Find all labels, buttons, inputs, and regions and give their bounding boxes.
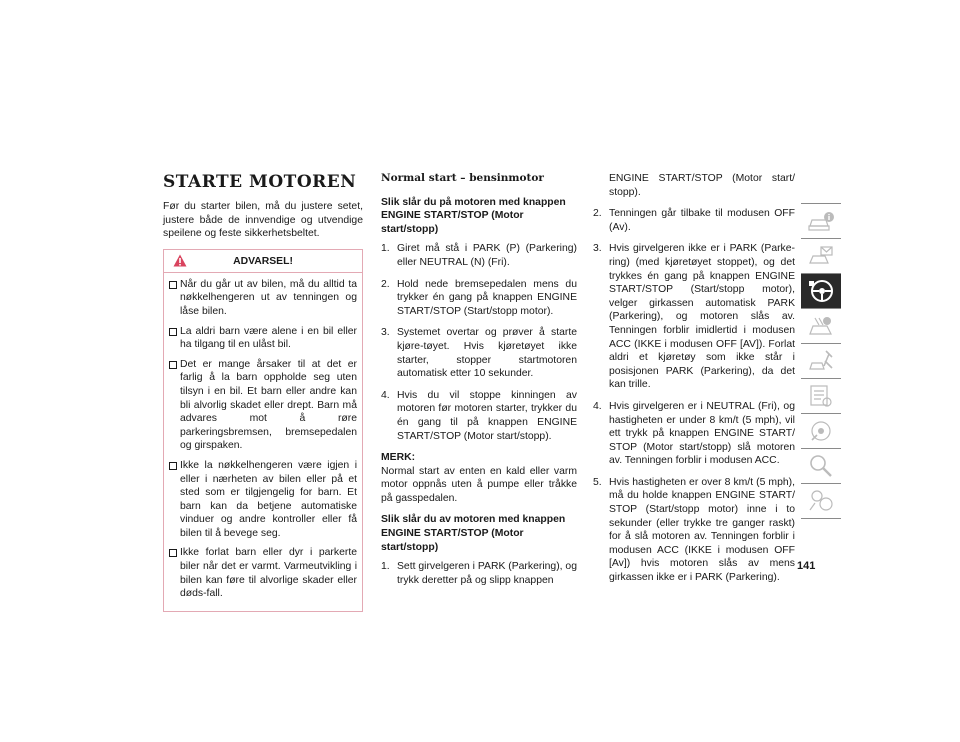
step-number: 3. [593, 243, 602, 255]
step-text: Tenningen går tilbake til modusen OFF (Av). [609, 208, 795, 233]
warning-item [168, 459, 357, 541]
list-item [381, 389, 577, 443]
step-text: Hvis du vil stoppe kinningen av motoren før motoren starter, trykker du én gang til på knappen ENGINE START/STOP (Motor start/stopp). [397, 389, 577, 442]
warning-header [164, 250, 362, 273]
list-item [381, 278, 577, 319]
step-text: Hvis girvelgeren er i NEUTRAL (Fri), og hastigheten er under 8 km/t (5 mph), vil ett trykk på knappen ENGINE START/ STOP (Motor start/stopp) slå motoren av. Tenningen forblir i modusen ACC. [609, 400, 795, 467]
chapter-tabs [801, 203, 841, 519]
list-item [593, 400, 795, 468]
note-label: MERK: [381, 452, 416, 464]
list-item [381, 242, 577, 269]
checkbox-bullet-icon [169, 549, 177, 557]
warning-item-text: Ikke la nøkkelhengeren være igjen i eller i nærheten av bilen eller på et sted som er tilgjengelig for barn. Et barn kan da betjene automatiske vinduer og andre kontroller eller få bilen til å bevege seg. [180, 459, 357, 539]
tab-car-info[interactable] [801, 203, 841, 238]
step-number: 4. [381, 389, 390, 401]
tab-warning-lights[interactable] [801, 238, 841, 273]
search-icon [807, 453, 835, 479]
multimedia-icon [807, 418, 835, 444]
steering-wheel-icon [807, 278, 835, 304]
sidebar-divider [801, 518, 841, 519]
car-info-icon [807, 208, 835, 234]
section-heading: Normal start – bensinmotor [381, 172, 544, 184]
warning-item-text: Når du går ut av bilen, må du alltid ta nøkkelhengeren ut av tenningen og låse bilen. [180, 278, 357, 317]
language-icon [807, 488, 835, 514]
tab-emergency[interactable] [801, 343, 841, 378]
service-list-icon [807, 383, 835, 409]
list-item [593, 242, 795, 392]
middle-column [381, 172, 577, 595]
step-text: Hold nede bremsepedalen mens du trykker én gang på knappen ENGINE START/STOP (Start/stopp motor). [397, 278, 577, 317]
warning-item [168, 325, 357, 352]
checkbox-bullet-icon [169, 462, 177, 470]
step-text: Hvis girvelgeren ikke er i PARK (Parke-ring) (med kjøretøyet stoppet), og det trykkes én gang på knappen ENGINE START/STOP (Start/stopp motor), velger girkassen automatisk PARK (Parkering), og motoren slås av. Tenningen forblir imidlertid i modusen ACC (IKKE i modusen OFF [AV]). Forlat aldri et kjøretøy som ikke står i posisjonen PARK (Parkering), da det kan trille. [609, 243, 795, 391]
tab-search[interactable] [801, 448, 841, 483]
list-item [381, 560, 577, 587]
left-column [163, 172, 363, 612]
warning-lights-icon [807, 243, 835, 269]
warning-list [164, 273, 362, 611]
car-tools-icon [807, 348, 835, 374]
warning-item-text: Ikke forlat barn eller dyr i parkerte biler når det er varmt. Varmeutvikling i bilen kan føre til alvorlige skader eller døds-fall. [180, 547, 357, 600]
step-number: 1. [381, 561, 390, 573]
step-number: 3. [381, 327, 390, 339]
right-column [593, 172, 795, 593]
page-number: 141 [797, 560, 816, 572]
list-item [381, 326, 577, 380]
tab-service[interactable] [801, 378, 841, 413]
warning-box [163, 249, 363, 612]
warning-item [168, 358, 357, 453]
step-text: Hvis hastigheten er over 8 km/t (5 mph), må du holde knappen ENGINE START/ STOP (Start/stopp motor) inne i to sekunder (eller trykke tre ganger raskt) for å slå motoren av. Tenningen forblir i modusen ACC (IKKE i modusen OFF [Av]) hvis motoren slås av mens girkassen ikke er i PARK (Parkering). [609, 476, 795, 584]
step-text: Sett girvelgeren i PARK (Parkering), og trykk deretter på og slipp knappen [397, 561, 577, 586]
intro-paragraph: Før du starter bilen, må du justere setet, justere både de innvendige og utvendige speilene og feste sikkerhetsbeltet. [163, 201, 363, 240]
stop-steps-list-continued [593, 207, 795, 584]
tab-multimedia[interactable] [801, 413, 841, 448]
step-text: Systemet overtar og prøver å starte kjøre-tøyet. Hvis kjøretøyet ikke starter, stopper startmotoren automatisk etter 10 sekunder. [397, 327, 577, 380]
car-safety-icon [807, 313, 835, 339]
list-item [593, 207, 795, 234]
note-text: Normal start av enten en kald eller varm motor oppnås uten å pumpe eller tråkke på gasspedalen. [381, 465, 577, 504]
warning-item [168, 278, 357, 319]
tab-language[interactable] [801, 483, 841, 518]
checkbox-bullet-icon [169, 328, 177, 336]
start-steps-list [381, 242, 577, 443]
warning-heading: ADVARSEL! [233, 255, 293, 267]
step-number: 4. [593, 400, 602, 412]
step-number: 2. [381, 278, 390, 290]
stop-steps-list [381, 560, 577, 587]
page-title: STARTE MOTOREN [163, 172, 357, 192]
warning-item-text: La aldri barn være alene i en bil eller ha tilgang til en ulåst bil. [180, 325, 357, 351]
step-continuation: ENGINE START/STOP (Motor start/ stopp). [609, 173, 795, 198]
tab-safety[interactable] [801, 308, 841, 343]
start-subheading: Slik slår du på motoren med knappen ENGINE START/STOP (Motor start/stopp) [381, 196, 566, 235]
tab-starting-driving[interactable] [801, 273, 841, 308]
step-number: 2. [593, 208, 602, 220]
list-item [593, 476, 795, 585]
checkbox-bullet-icon [169, 281, 177, 289]
step-text: Giret må stå i PARK (P) (Parkering) eller NEUTRAL (N) (Fri). [397, 243, 577, 268]
step-number: 1. [381, 243, 390, 255]
step-number: 5. [593, 476, 602, 488]
stop-subheading: Slik slår du av motoren med knappen ENGINE START/STOP (Motor start/stopp) [381, 514, 566, 553]
checkbox-bullet-icon [169, 361, 177, 369]
warning-item-text: Det er mange årsaker til at det er farlig å la barn oppholde seg uten tilsyn i en bil. Et barn eller andre kan bli alvorlig skadet eller drept. Barn må advares mot å røre parkeringsbremsen, bremsepedalen og girspaken. [180, 358, 357, 452]
warning-item [168, 546, 357, 600]
